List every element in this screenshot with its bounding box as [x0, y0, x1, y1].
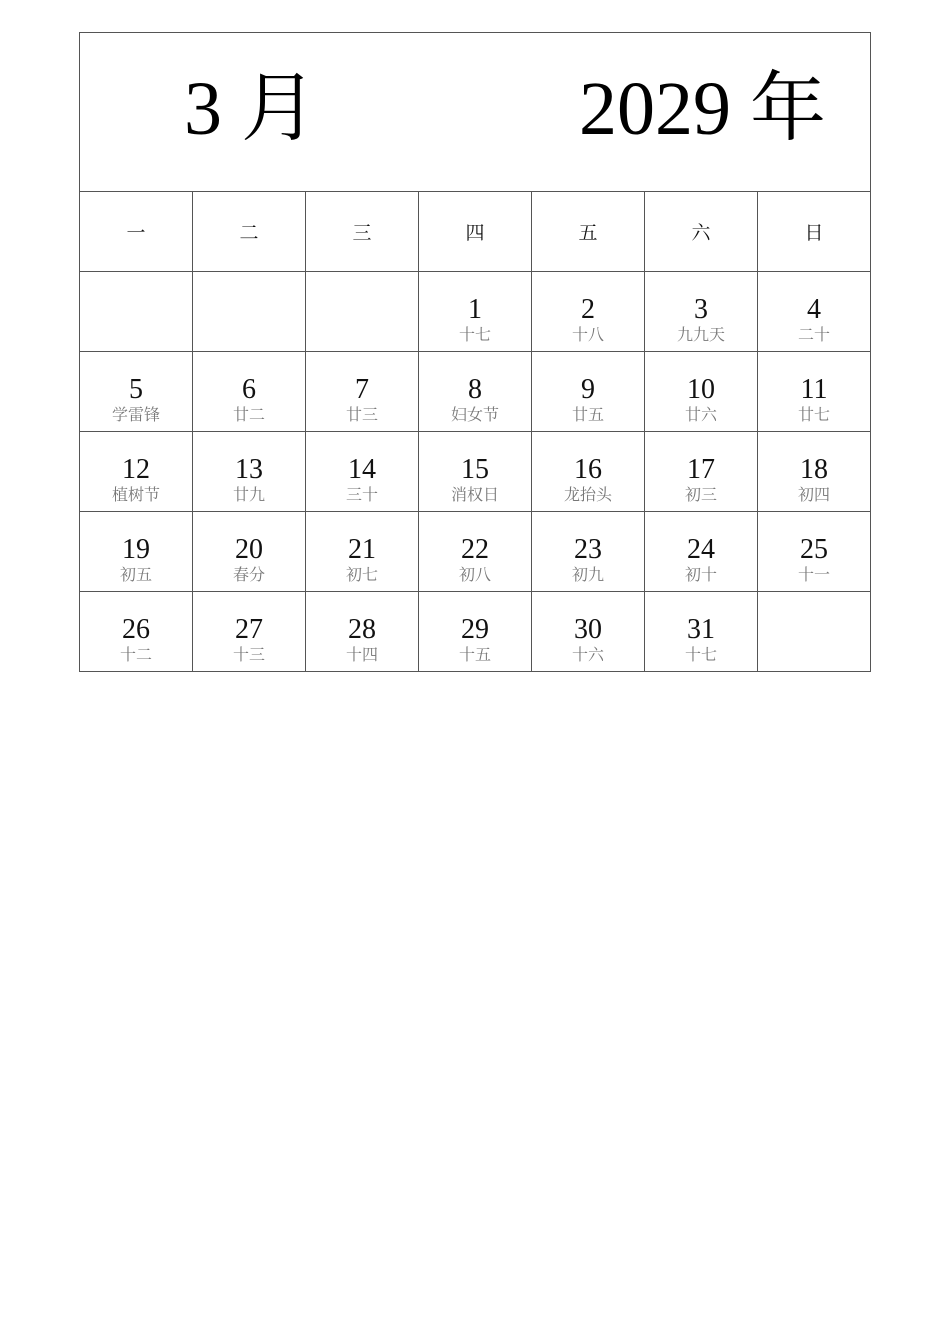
day-number: 11 [800, 374, 828, 405]
lunar-date-label: 消权日 [450, 485, 499, 504]
day-number: 30 [574, 614, 602, 645]
day-cell [645, 352, 758, 432]
empty-day-cell [758, 592, 871, 672]
week-row [80, 592, 871, 672]
day-number: 14 [348, 454, 376, 485]
lunar-date-label: 廿七 [797, 405, 830, 424]
lunar-date-label: 三十 [345, 485, 378, 504]
lunar-date-label: 初十 [684, 565, 717, 584]
day-number: 9 [581, 374, 595, 405]
lunar-date-label: 廿二 [232, 405, 265, 424]
day-cell [306, 352, 419, 432]
weekday-header-sat: 六 [645, 192, 758, 272]
lunar-date-label: 廿五 [571, 405, 604, 424]
day-cell [80, 352, 193, 432]
lunar-date-label: 初四 [797, 485, 830, 504]
lunar-date-label: 十七 [684, 645, 717, 664]
lunar-date-label: 十四 [345, 645, 378, 664]
day-number: 17 [687, 454, 715, 485]
lunar-date-label: 二十 [797, 325, 830, 344]
day-cell [419, 512, 532, 592]
lunar-date-label: 初七 [345, 565, 378, 584]
lunar-date-label: 十一 [797, 565, 830, 584]
day-cell [758, 272, 871, 352]
day-cell [80, 512, 193, 592]
lunar-date-label: 初三 [684, 485, 717, 504]
lunar-date-label: 初五 [119, 565, 152, 584]
day-number: 3 [694, 294, 708, 325]
day-number: 20 [235, 534, 263, 565]
lunar-date-label: 初八 [458, 565, 491, 584]
day-number: 5 [129, 374, 143, 405]
lunar-date-label: 春分 [232, 565, 265, 584]
empty-day-cell [306, 272, 419, 352]
day-cell [758, 512, 871, 592]
lunar-date-label: 龙抬头 [563, 485, 612, 504]
day-cell [306, 592, 419, 672]
lunar-date-label: 初九 [571, 565, 604, 584]
day-number: 10 [687, 374, 715, 405]
day-cell [532, 512, 645, 592]
lunar-date-label: 妇女节 [450, 405, 499, 424]
weekday-header-fri: 五 [532, 192, 645, 272]
day-cell [645, 512, 758, 592]
day-number: 27 [235, 614, 263, 645]
day-number: 19 [122, 534, 150, 565]
calendar-table [79, 32, 871, 672]
day-number: 4 [807, 294, 821, 325]
day-cell [419, 352, 532, 432]
day-cell [193, 592, 306, 672]
day-number: 28 [348, 614, 376, 645]
week-row [80, 272, 871, 352]
weekday-header-mon: 一 [80, 192, 193, 272]
day-number: 23 [574, 534, 602, 565]
week-row [80, 432, 871, 512]
day-number: 29 [461, 614, 489, 645]
day-number: 6 [242, 374, 256, 405]
week-row [80, 512, 871, 592]
calendar-weeks [80, 272, 871, 672]
weekday-row [80, 192, 871, 272]
day-cell [193, 352, 306, 432]
weekday-header-tue: 二 [193, 192, 306, 272]
lunar-date-label: 十六 [571, 645, 604, 664]
lunar-date-label: 十五 [458, 645, 491, 664]
empty-day-cell [193, 272, 306, 352]
day-number: 22 [461, 534, 489, 565]
day-cell [193, 432, 306, 512]
day-cell [532, 272, 645, 352]
day-cell [758, 432, 871, 512]
lunar-date-label: 廿三 [345, 405, 378, 424]
day-number: 13 [235, 454, 263, 485]
day-number: 2 [581, 294, 595, 325]
empty-day-cell [80, 272, 193, 352]
day-cell [193, 512, 306, 592]
day-cell [419, 592, 532, 672]
weekday-header-sun: 日 [758, 192, 871, 272]
year-title: 2029 年 [579, 67, 826, 151]
day-number: 18 [800, 454, 828, 485]
calendar-header [80, 33, 871, 192]
lunar-date-label: 九九天 [676, 325, 725, 344]
day-number: 7 [355, 374, 369, 405]
day-cell [758, 352, 871, 432]
lunar-date-label: 廿九 [232, 485, 265, 504]
day-cell [419, 272, 532, 352]
day-cell [80, 432, 193, 512]
week-row [80, 352, 871, 432]
day-number: 12 [122, 454, 150, 485]
day-cell [532, 352, 645, 432]
day-cell [645, 432, 758, 512]
day-cell [645, 592, 758, 672]
day-number: 31 [687, 614, 715, 645]
day-number: 15 [461, 454, 489, 485]
lunar-date-label: 学雷锋 [111, 405, 160, 424]
day-number: 8 [468, 374, 482, 405]
day-cell [306, 432, 419, 512]
day-number: 25 [800, 534, 828, 565]
day-number: 1 [468, 294, 482, 325]
day-number: 26 [122, 614, 150, 645]
lunar-date-label: 十三 [232, 645, 265, 664]
lunar-date-label: 十七 [458, 325, 491, 344]
weekday-header-wed: 三 [306, 192, 419, 272]
day-cell [532, 592, 645, 672]
day-cell [645, 272, 758, 352]
lunar-date-label: 廿六 [684, 405, 717, 424]
month-title: 3 月 [184, 67, 317, 151]
day-cell [306, 512, 419, 592]
day-number: 24 [687, 534, 715, 565]
weekday-header-thu: 四 [419, 192, 532, 272]
lunar-date-label: 十二 [119, 645, 152, 664]
day-number: 16 [574, 454, 602, 485]
day-cell [532, 432, 645, 512]
day-number: 21 [348, 534, 376, 565]
day-cell [80, 592, 193, 672]
day-cell [419, 432, 532, 512]
lunar-date-label: 植树节 [111, 485, 160, 504]
lunar-date-label: 十八 [571, 325, 604, 344]
